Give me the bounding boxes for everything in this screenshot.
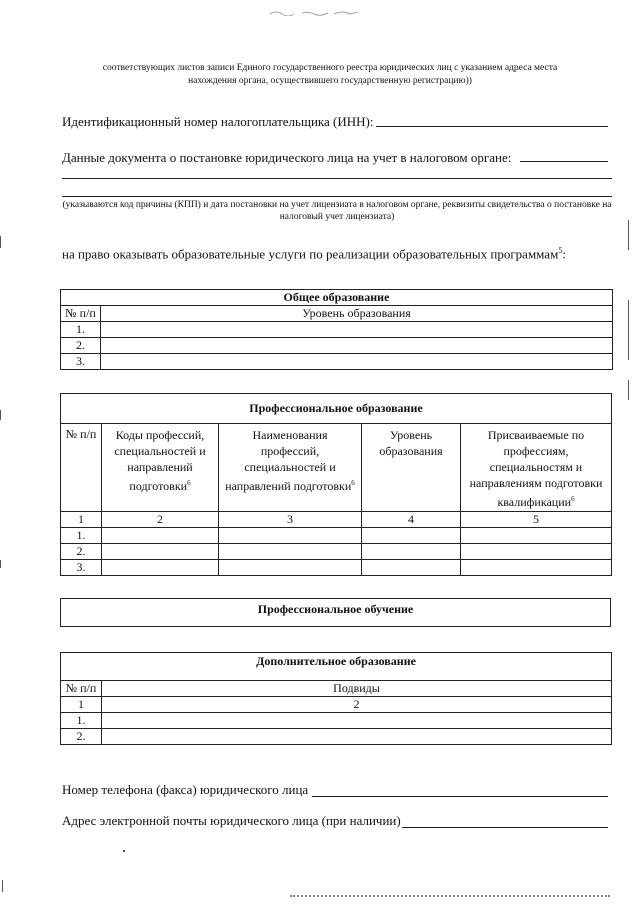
general-title: Общее образование bbox=[61, 290, 613, 306]
table-row bbox=[61, 354, 613, 370]
tax-reg-field-line-3[interactable] bbox=[62, 180, 612, 197]
table-row bbox=[61, 713, 612, 729]
table-row bbox=[61, 560, 612, 576]
training-box bbox=[60, 598, 611, 627]
index-cell: 1 bbox=[61, 697, 102, 713]
right-text-line: на право оказывать образовательные услуги по реализации образовательных программам$^5$: bbox=[62, 246, 566, 262]
inn-label: Идентификационный номер налогоплательщика (ИНН): bbox=[62, 114, 374, 129]
scan-mark bbox=[628, 380, 629, 400]
row-number: 1. bbox=[61, 322, 101, 338]
index-cell: 3 bbox=[219, 512, 362, 528]
training-title: Профессиональное обучение bbox=[257, 602, 414, 616]
scribble-graphic bbox=[268, 10, 360, 16]
prof-col-qual-cell bbox=[461, 424, 612, 512]
index-cell: 2 bbox=[102, 697, 612, 713]
prof-cell[interactable] bbox=[461, 560, 612, 576]
prof-col-names: Наименования профессий, специальностей и направлений подготовки bbox=[225, 428, 352, 493]
prof-col-qual: Присваиваемые по профессиям, специальностям и направлениям подготовки квалификации bbox=[469, 428, 603, 509]
general-cell[interactable] bbox=[101, 354, 613, 370]
scan-mark bbox=[0, 410, 1, 420]
row-number: 1. bbox=[61, 713, 102, 729]
table-row bbox=[61, 544, 612, 560]
prof-cell[interactable] bbox=[461, 544, 612, 560]
phone-field[interactable] bbox=[312, 780, 608, 797]
prof-col-level: Уровень образования bbox=[362, 424, 461, 512]
prof-cell[interactable] bbox=[362, 528, 461, 544]
table-row bbox=[61, 322, 613, 338]
prof-cell[interactable] bbox=[219, 560, 362, 576]
index-cell: 1 bbox=[61, 512, 102, 528]
prof-col-codes: Коды профессий, специальностей и направлений подготовки bbox=[114, 428, 206, 493]
prof-col-num: № п/п bbox=[61, 424, 102, 512]
general-cell[interactable] bbox=[101, 322, 613, 338]
general-cell[interactable] bbox=[101, 338, 613, 354]
row-number: 3. bbox=[61, 354, 101, 370]
scan-mark bbox=[0, 560, 1, 568]
footnote-6: 6 bbox=[351, 479, 355, 487]
right-text: на право оказывать образовательные услуги по реализации образовательных программам bbox=[62, 246, 559, 262]
scan-mark bbox=[2, 880, 3, 892]
general-education-table bbox=[60, 289, 613, 370]
index-row bbox=[61, 512, 612, 528]
scan-mark bbox=[628, 300, 629, 360]
header-note: соответствующих листов записи Единого государственного реестра юридических лиц с указанием адреса места нахождения органа, осуществившего государственную регистрацию)) bbox=[102, 63, 558, 86]
tax-reg-note: (указываются код причины (КПП) и дата постановки на учет лицензиата в налоговом органе, реквизиты свидетельства о постановке на налоговый учет лицензиата) bbox=[62, 200, 612, 222]
additional-col-sub: Подвиды bbox=[102, 681, 612, 697]
scan-mark bbox=[628, 220, 629, 250]
prof-cell[interactable] bbox=[102, 544, 219, 560]
row-number: 3. bbox=[61, 560, 102, 576]
additional-title: Дополнительное образование bbox=[61, 653, 612, 681]
phone-label: Номер телефона (факса) юридического лица bbox=[62, 782, 309, 797]
prof-cell[interactable] bbox=[461, 528, 612, 544]
prof-cell[interactable] bbox=[102, 560, 219, 576]
row-number: 2. bbox=[61, 338, 101, 354]
tax-reg-label: Данные документа о постановке юридического лица на учет в налоговом органе: bbox=[62, 150, 512, 165]
scan-mark bbox=[123, 850, 125, 852]
email-label: Адрес электронной почты юридического лица (при наличии) bbox=[62, 813, 401, 828]
prof-cell[interactable] bbox=[362, 544, 461, 560]
table-row bbox=[61, 528, 612, 544]
email-field[interactable] bbox=[402, 811, 608, 828]
prof-cell[interactable] bbox=[219, 528, 362, 544]
table-row bbox=[61, 729, 612, 745]
index-cell: 5 bbox=[461, 512, 612, 528]
additional-col-num: № п/п bbox=[61, 681, 102, 697]
tax-reg-field-line-2[interactable] bbox=[62, 162, 612, 179]
prof-col-codes-cell bbox=[102, 424, 219, 512]
top-scribble bbox=[268, 3, 360, 9]
index-cell: 2 bbox=[102, 512, 219, 528]
footnote-6: 6 bbox=[571, 495, 575, 503]
table-row bbox=[61, 338, 613, 354]
inn-field[interactable] bbox=[376, 110, 608, 127]
prof-cell[interactable] bbox=[102, 528, 219, 544]
prof-cell[interactable] bbox=[362, 560, 461, 576]
scan-mark bbox=[0, 236, 1, 248]
row-number: 2. bbox=[61, 544, 102, 560]
additional-education-table bbox=[60, 652, 612, 745]
index-cell: 4 bbox=[362, 512, 461, 528]
general-col-num: № п/п bbox=[61, 306, 101, 322]
bottom-dots bbox=[290, 893, 610, 897]
prof-cell[interactable] bbox=[219, 544, 362, 560]
professional-education-table bbox=[60, 393, 612, 576]
row-number: 1. bbox=[61, 528, 102, 544]
index-row bbox=[61, 697, 612, 713]
additional-cell[interactable] bbox=[102, 729, 612, 745]
professional-title: Профессиональное образование bbox=[61, 394, 612, 424]
footnote-6: 6 bbox=[187, 479, 191, 487]
additional-cell[interactable] bbox=[102, 713, 612, 729]
row-number: 2. bbox=[61, 729, 102, 745]
footnote-5: 5 bbox=[558, 246, 563, 255]
general-col-level: Уровень образования bbox=[101, 306, 613, 322]
tax-reg-field[interactable] bbox=[520, 146, 608, 162]
prof-col-names-cell bbox=[219, 424, 362, 512]
